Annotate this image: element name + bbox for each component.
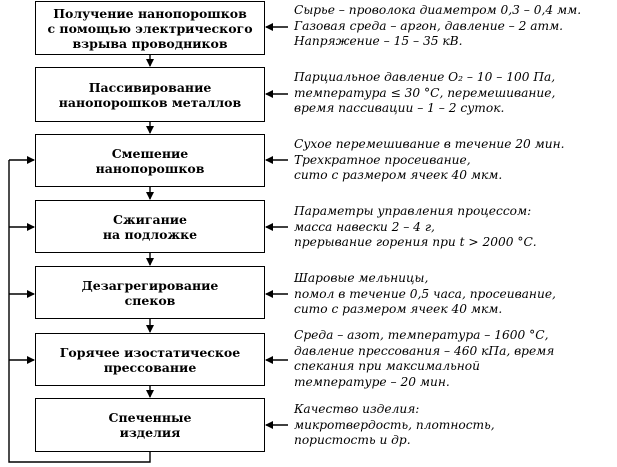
step-5-line-2: спеков xyxy=(124,292,176,308)
step-2-line-2: нанопорошков металлов xyxy=(58,94,242,110)
note-pressing-params xyxy=(294,328,612,390)
note-1-line-1: Сырье – проволока диаметром 0,3 – 0,4 мм. xyxy=(294,3,582,17)
step-passivation xyxy=(35,67,265,122)
note-6-line-1: Среда – азот, температура – 1600 °С, xyxy=(294,328,549,342)
note-mixing-params xyxy=(294,137,612,184)
note-5-line-3: сито с размером ячеек 40 мкм. xyxy=(294,302,503,316)
note-6-line-4: температуре – 20 мин. xyxy=(294,374,450,389)
note-7-line-1: Качество изделия: xyxy=(294,402,420,416)
note-3-line-1: Сухое перемешивание в течение 20 мин. xyxy=(294,137,565,151)
step-hot-isostatic-pressing xyxy=(35,333,265,386)
note-5-line-2: помол в течение 0,5 часа, просеивание, xyxy=(294,286,556,301)
note-7-line-2: микротвердость, плотность, xyxy=(294,417,495,432)
step-5-line-1: Дезагрегирование xyxy=(81,277,219,293)
note-2-line-3: время пассивации – 1 – 2 суток. xyxy=(294,101,505,115)
note-5-line-1: Шаровые мельницы, xyxy=(294,271,429,285)
step-4-line-1: Сжигание xyxy=(113,211,187,227)
note-combustion-params xyxy=(294,204,612,251)
step-sintered-products xyxy=(35,398,265,452)
step-4-line-2: на подложке xyxy=(102,226,198,242)
note-raw-materials xyxy=(294,3,612,50)
step-7-line-1: Спеченные xyxy=(108,410,192,425)
step-1-line-1: Получение нанопорошков xyxy=(53,5,247,21)
note-4-line-2: масса навески 2 – 4 г, xyxy=(294,219,435,234)
note-passivation-params xyxy=(294,70,612,117)
note-2-line-1: Парциальное давление O₂ – 10 – 100 Па, xyxy=(294,70,556,84)
note-milling-params xyxy=(294,271,612,318)
step-1-line-2: с помощью электрического xyxy=(47,20,253,36)
note-6-line-2: давление прессования – 460 кПа, время xyxy=(294,343,555,358)
note-1-line-2: Газовая среда – аргон, давление – 2 атм. xyxy=(294,18,564,33)
note-6-line-3: спекания при максимальной xyxy=(294,359,480,373)
note-3-line-2: Трехкратное просеивание, xyxy=(294,152,471,167)
step-combustion xyxy=(35,200,265,253)
note-product-quality xyxy=(294,402,612,449)
step-mixing xyxy=(35,134,265,187)
step-deagglomeration xyxy=(35,266,265,319)
note-7-line-3: пористость и др. xyxy=(294,433,411,447)
step-3-line-2: нанопорошков xyxy=(95,160,205,176)
note-1-line-3: Напряжение – 15 – 35 кВ. xyxy=(294,34,463,48)
step-7-line-2: изделия xyxy=(119,425,181,440)
step-2-line-1: Пассивирование xyxy=(88,79,212,95)
step-1-line-3: взрыва проводников xyxy=(72,35,228,51)
note-4-line-1: Параметры управления процессом: xyxy=(294,204,532,218)
note-2-line-2: температура ≤ 30 °С, перемешивание, xyxy=(294,85,556,100)
step-6-line-1: Горячее изостатическое xyxy=(59,344,241,360)
step-3-line-1: Смешение xyxy=(111,145,189,161)
step-nanopowder-production xyxy=(35,1,265,55)
note-3-line-3: сито с размером ячеек 40 мкм. xyxy=(294,168,503,182)
note-4-line-3: прерывание горения при t > 2000 °С. xyxy=(294,235,537,249)
step-6-line-2: прессование xyxy=(103,359,197,375)
